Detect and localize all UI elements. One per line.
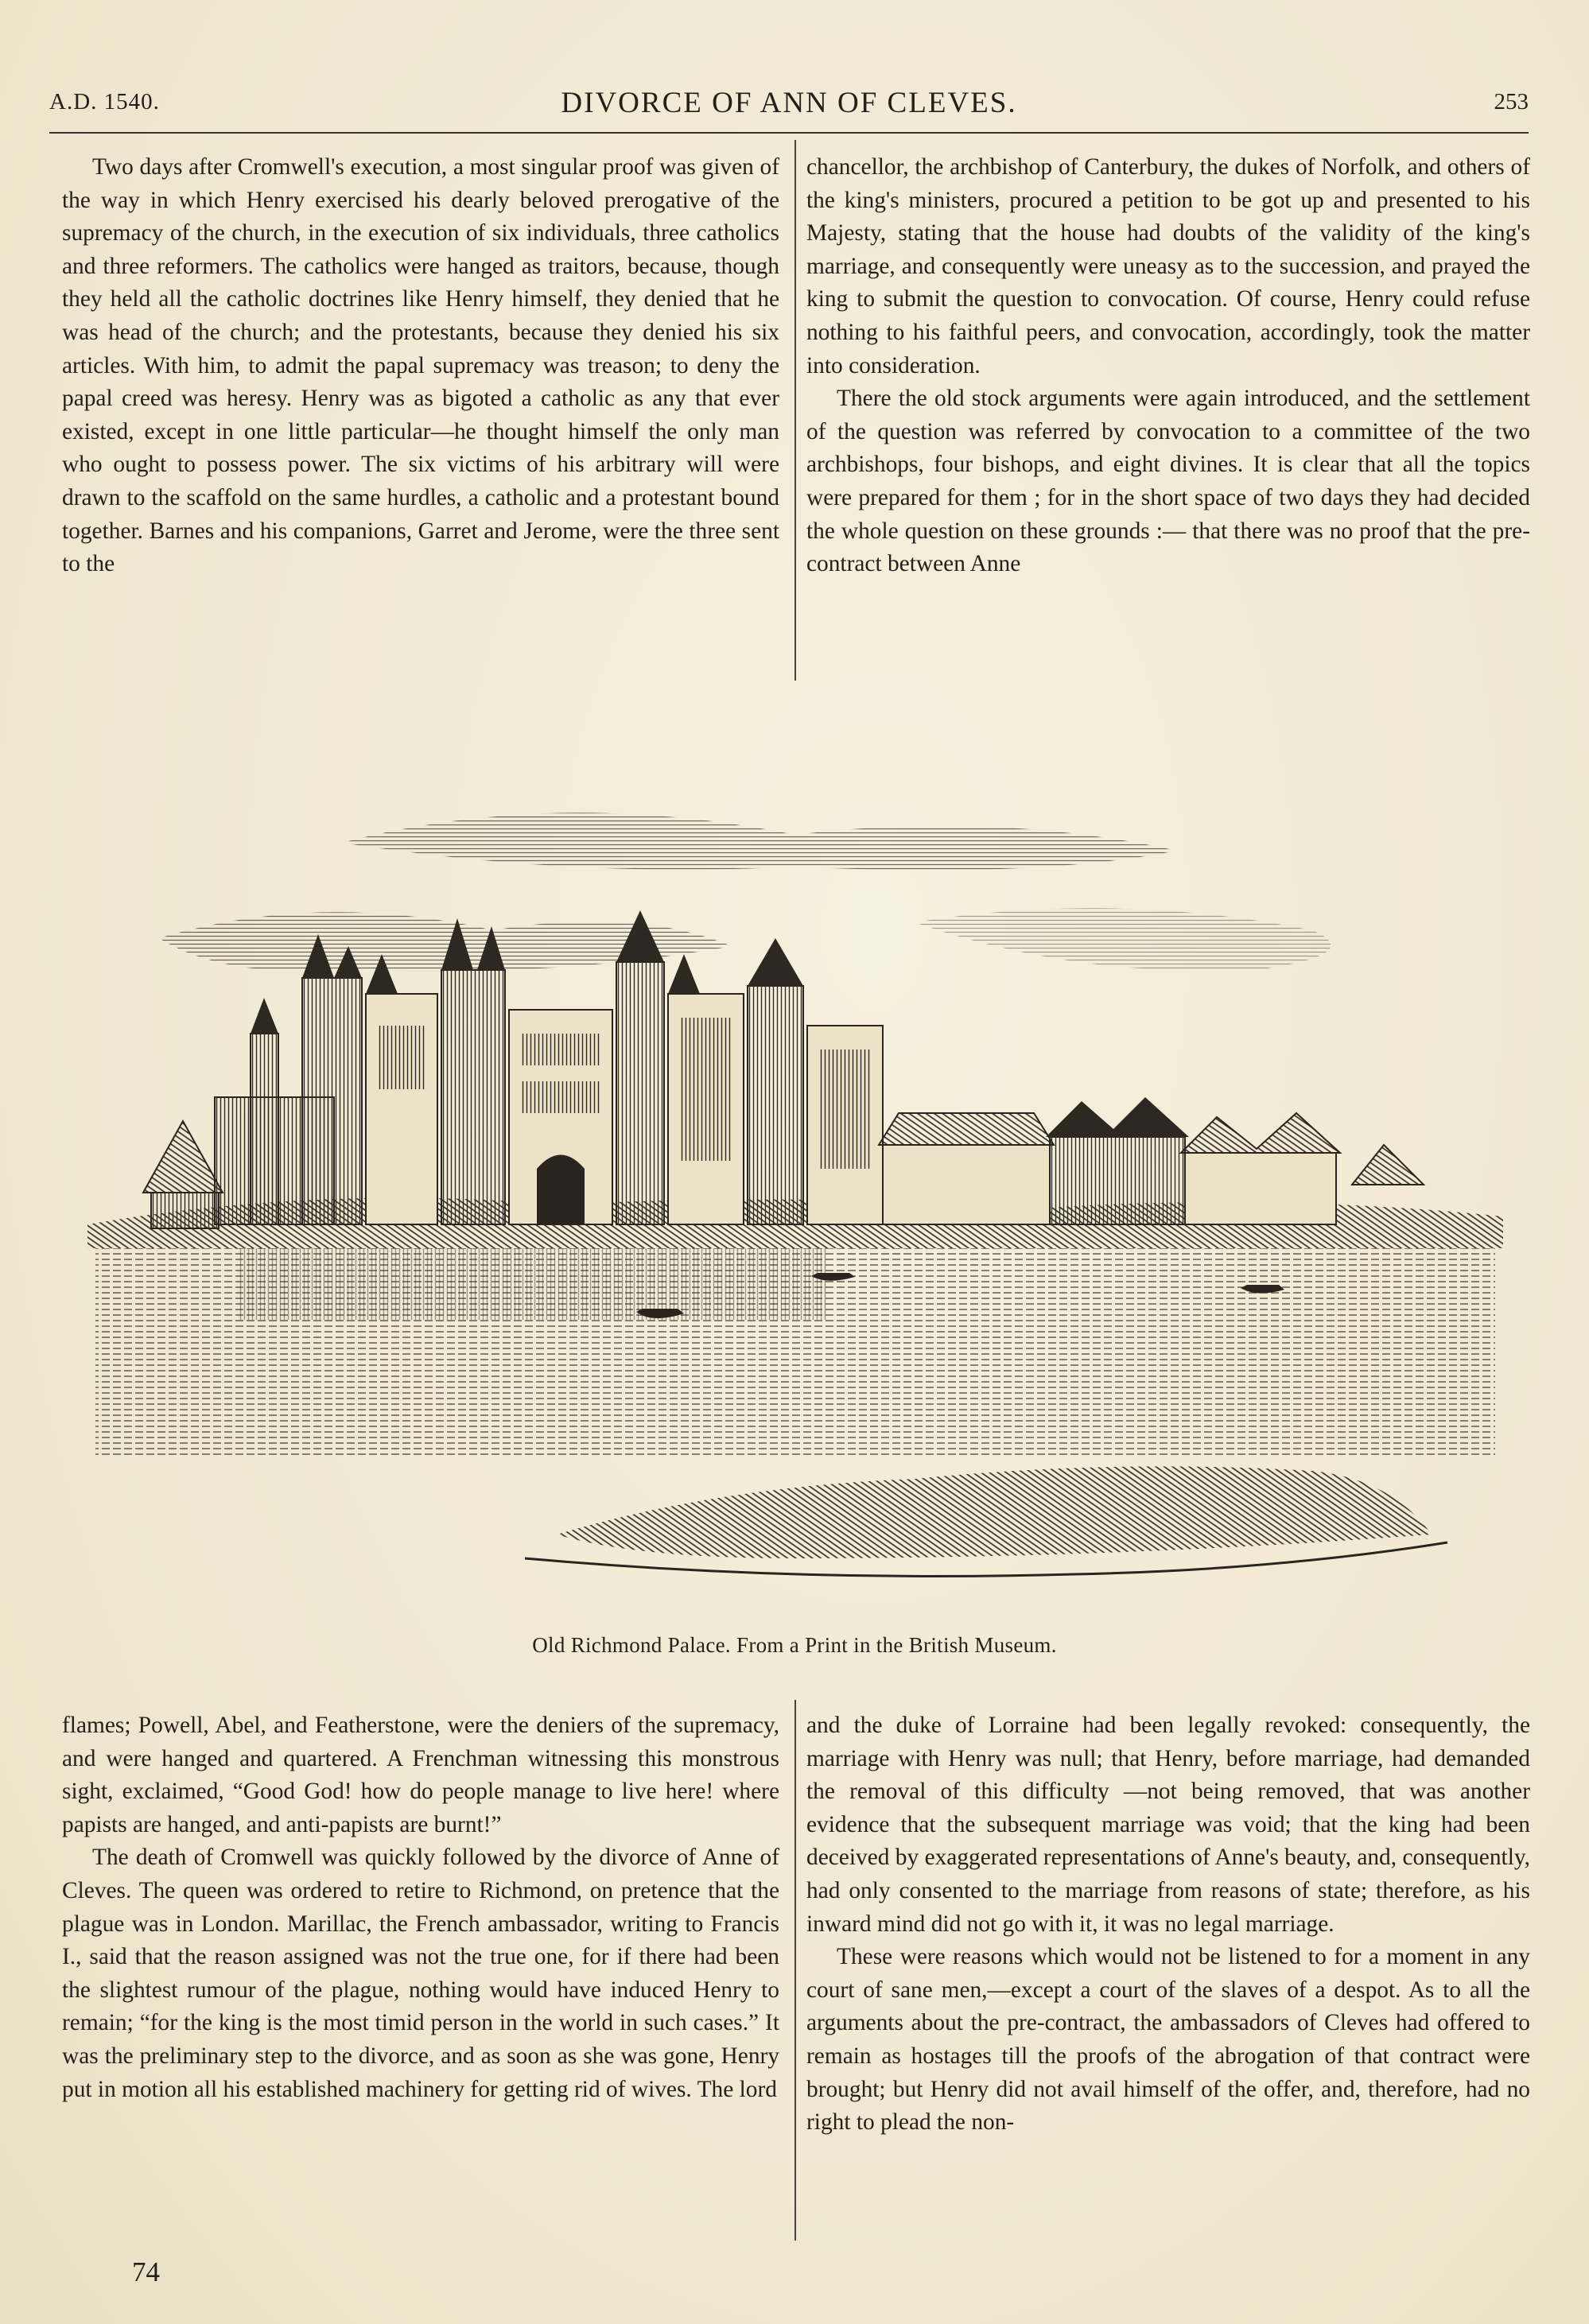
paragraph: There the old stock arguments were again introduced, and the settlement of the question was referred by convocation to a committee of the two archbishops, four bishops, and eight divines. It is clear that all the topics were prepared for them ; for in the short space of two days they had decided the whole question on these grounds :— that there was no proof that the pre-contract between Anne: [806, 386, 1530, 577]
bottom-left-column: [62, 1709, 779, 2106]
bottom-right-column: [806, 1709, 1530, 2140]
paragraph: The death of Cromwell was quickly followed by the divorce of Anne of Cleves. The queen was ordered to retire to Richmond, on pretence that the plague was in London. Marillac, the French ambassador, writing to Francis I., said that the reason assigned was not the true one, for if there had been the slightest rumour of the plague, nothing would have induced Henry to remain; “for the king is the most timid person in the world in such cases.” It was the preliminary step to the divorce, and as soon as she was gone, Henry put in motion all his established machinery for getting rid of wives. The lord: [62, 1845, 779, 2102]
header-title: DIVORCE OF ANN OF CLEVES.: [561, 87, 1017, 119]
page-number: 253: [1494, 89, 1529, 114]
figure-caption: Old Richmond Palace. From a Print in the British Museum.: [532, 1633, 1057, 1657]
paragraph: chancellor, the archbishop of Canterbury, the dukes of Norfolk, and others of the king's ministers, procured a petition to be got up and presented to his Majesty, stating that the house had doubts of the validity of the king's marriage, and consequently were uneasy as to the succession, and prayed the king to submit the question to convocation. Of course, Henry could refuse nothing to his faithful peers, and convocation, accordingly, took the matter into consideration.: [806, 154, 1530, 378]
paragraph: and the duke of Lorraine had been legally revoked: consequently, the marriage with Henry was null; that Henry, before marriage, had demanded the removal of this difficulty —not being removed, that was another evidence that the subsequent marriage was void; that the king had been deceived by exaggerated representations of Anne's beauty, and, consequently, had only consented to the marriage from reasons of state; therefore, as his inward mind did not go with it, it was no legal marriage.: [806, 1713, 1530, 1937]
paragraph: Two days after Cromwell's execution, a most singular proof was given of the way in which Henry exercised his dearly beloved prerogative of the supremacy of the church, in the execution of six individuals, three catholics and three reformers. The catholics were hanged as traitors, because, though they held all the catholic doctrines like Henry himself, they denied that he was head of the church; and the protestants, because they denied his six articles. With him, to admit the papal supremacy was treason; to deny the papal creed was heresy. Henry was as bigoted a catholic as any that ever existed, except in one little particular—he thought himself the only man who ought to possess power. The six victims of his arbitrary will were drawn to the scaffold on the same hurdles, a catholic and a protestant bound together. Barnes and his companions, Garret and Jerome, were the three sent to the: [62, 154, 779, 577]
header-rule: [49, 132, 1529, 134]
sky-clouds: [159, 813, 1331, 972]
top-right-column: [806, 151, 1530, 581]
header-year: A.D. 1540.: [49, 89, 160, 114]
column-divider-bottom: [794, 1700, 796, 2241]
paragraph: These were reasons which would not be listened to for a moment in any court of sane men,—except a court of the slaves of a despot. As to all the arguments about the pre-contract, the ambassadors of Cleves had offered to remain as hostages till the proofs of the abrogation of that contract were brought; but Henry did not avail himself of the offer, and, therefore, had no right to plead the non-: [806, 1944, 1530, 2136]
column-divider-top: [794, 140, 796, 681]
top-left-column: [62, 151, 779, 581]
running-header: [49, 89, 1529, 129]
foreground-bank: [557, 1466, 1432, 1558]
signature-mark: 74: [132, 2256, 160, 2287]
richmond-palace-engraving: [80, 739, 1511, 1622]
paragraph: flames; Powell, Abel, and Featherstone, were the deniers of the supremacy, and were hanged and quartered. A Frenchman witnessing this monstrous sight, exclaimed, “Good God! how do people manage to live here! where papists are hanged, and anti-papists are burnt!”: [62, 1713, 779, 1837]
